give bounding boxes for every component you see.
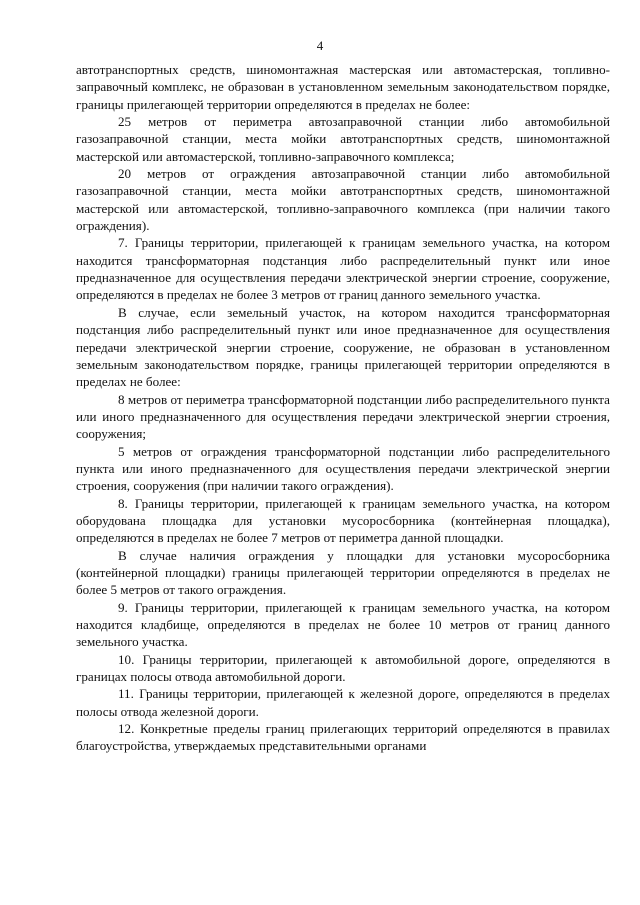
paragraph-25-meters: 25 метров от периметра автозаправочной станции либо автомобильной газозаправочной станции, места мойки автотранспортных средств, шиномонтажной мастерской или автомастерской, топливно-заправочного комплекса; — [76, 114, 610, 164]
paragraph-item-8: 8. Границы территории, прилегающей к границам земельного участка, на котором оборудована площадка для установки мусоросборника (контейнерная площадка), определяются в пределах не более 7 метров от периметра данной площадки. — [76, 495, 610, 546]
document-body — [76, 61, 610, 755]
paragraph-item-9: 9. Границы территории, прилегающей к границам земельного участка, на котором находится кладбище, определяются в пределах не более 10 метров от границ данного земельного участка. — [76, 599, 610, 650]
paragraph-5-meters: 5 метров от ограждения трансформаторной подстанции либо распределительного пункта или иного предназначенного для осуществления передачи электрической энергии строения, сооружения (при наличии такого ограждения). — [76, 443, 610, 494]
page-number: 4 — [316, 38, 324, 53]
paragraph-item-7: 7. Границы территории, прилегающей к границам земельного участка, на котором находится трансформаторная подстанция либо распределительный пункт или иное предназначенное для осуществления передачи электрической энергии строение, сооружение, определяются в пределах не более 3 метров от границ данного земельного участка. — [76, 235, 610, 303]
paragraph-item-11: 11. Границы территории, прилегающей к железной дороге, определяются в пределах полосы отвода железной дороги. — [76, 686, 610, 719]
paragraph-item-10: 10. Границы территории, прилегающей к автомобильной дороге, определяются в границах полосы отвода автомобильной дороги. — [76, 651, 610, 685]
paragraph-20-meters: 20 метров от ограждения автозаправочной станции либо автомобильной газозаправочной станции, места мойки автотранспортных средств, шиномонтажной мастерской или автомастерской, топливно-заправочного комплекса (при наличии такого ограждения). — [76, 166, 610, 234]
paragraph-8-meters: 8 метров от периметра трансформаторной подстанции либо распределительного пункта или иного предназначенного для осуществления передачи электрической энергии строения, сооружения; — [76, 391, 610, 442]
paragraph-item-8-fence: В случае наличия ограждения у площадки для установки мусоросборника (контейнерной площадки) границы прилегающей территории определяются в пределах не более 5 метров от такого ограждения. — [76, 547, 610, 598]
paragraph-item-12: 12. Конкретные пределы границ прилегающих территорий определяются в правилах благоустройства, утверждаемых представительными органами — [76, 721, 610, 754]
paragraph-continuation: автотранспортных средств, шиномонтажная мастерская или автомастерская, топливно-заправочный комплекс, не образован в установленном земельным законодательством порядке, границы прилегающей территории определяются в пределах не более: — [76, 62, 610, 112]
paragraph-item-7-case: В случае, если земельный участок, на котором находится трансформаторная подстанция либо распределительный пункт или иное предназначенное для осуществления передачи электрической энергии строение, сооружение, не образован в установленном земельным законодательством порядке, границы прилегающей территории определяются в пределах не более: — [76, 304, 610, 390]
